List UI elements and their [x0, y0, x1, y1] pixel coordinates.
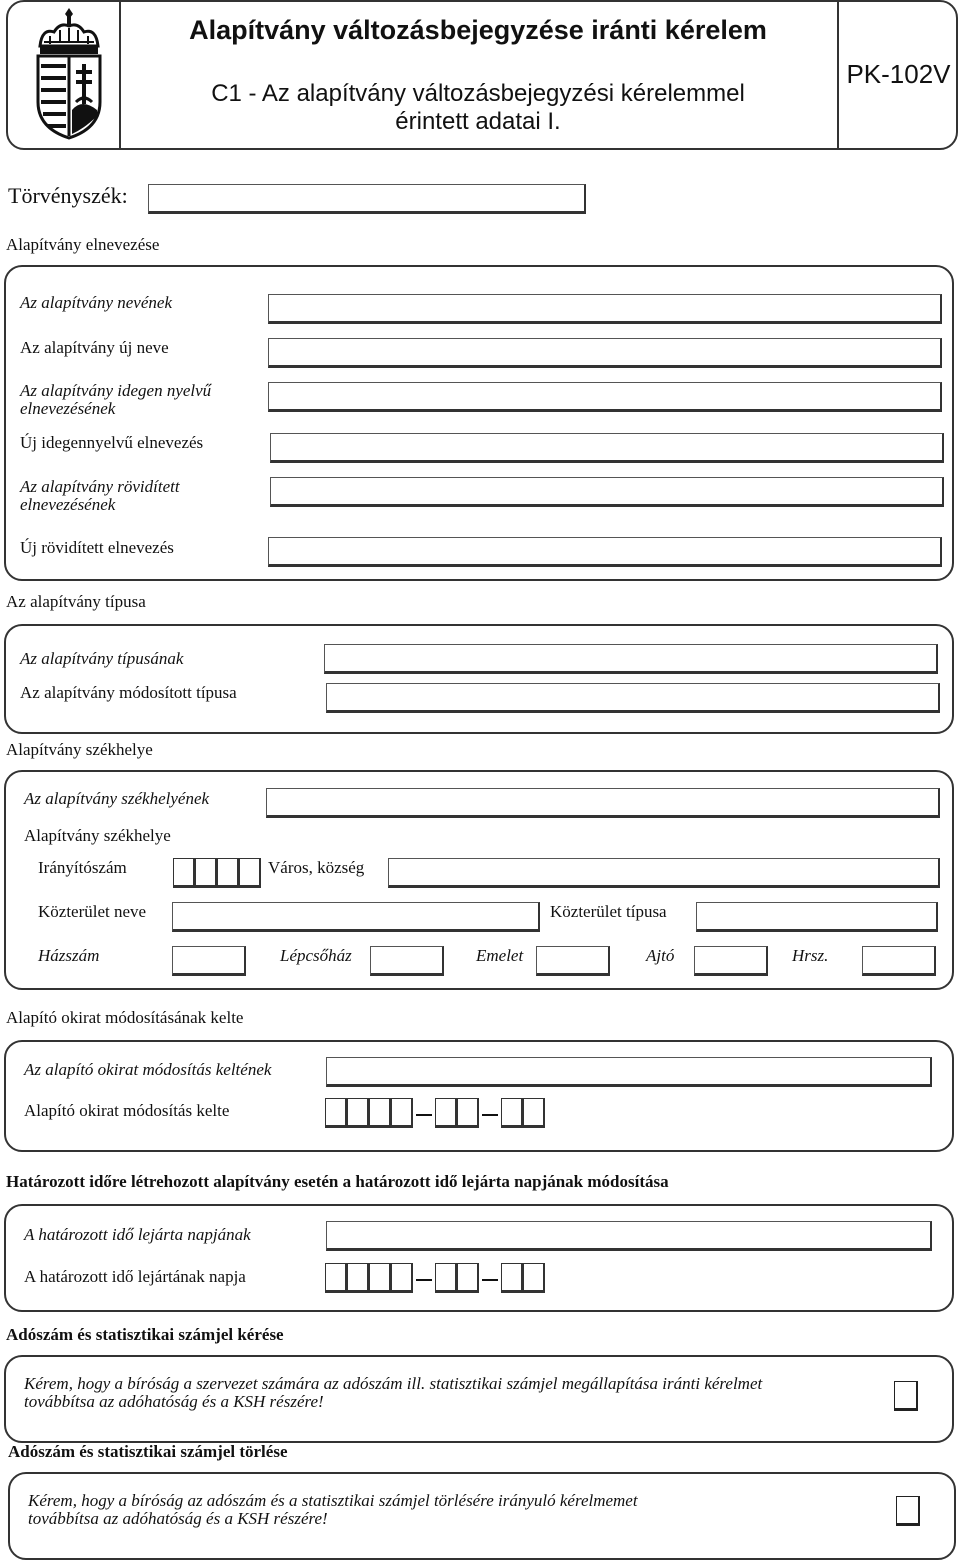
- zip-label: Irányítószám: [38, 858, 127, 877]
- city-label: Város, község: [268, 858, 365, 877]
- tax-delete-text-line2: továbbítsa az adóhatóság és a KSH részére!: [28, 1509, 328, 1528]
- section-title-tax-delete: Adószám és statisztikai számjel törlése: [8, 1442, 288, 1461]
- deed-year-digit-3[interactable]: [369, 1098, 391, 1128]
- expiry-year-digit-2[interactable]: [347, 1263, 369, 1293]
- deed-year-digit-4[interactable]: [391, 1098, 413, 1128]
- old-short-name-label: Az alapítvány rövidített elnevezésének: [20, 477, 180, 514]
- deed-month-digit-1[interactable]: [435, 1098, 457, 1128]
- door-label: Ajtó: [646, 946, 675, 965]
- old-foreign-name-input[interactable]: [268, 382, 942, 412]
- street-type-input[interactable]: [696, 902, 938, 932]
- new-name-label: Az alapítvány új neve: [20, 338, 169, 357]
- expiry-year-digit-1[interactable]: [325, 1263, 347, 1293]
- coat-of-arms-logo: [30, 6, 108, 140]
- court-input[interactable]: [148, 184, 586, 214]
- new-foreign-name-input[interactable]: [270, 433, 944, 463]
- staircase-input[interactable]: [370, 946, 444, 976]
- old-expiry-label: A határozott idő lejárta napjának: [24, 1225, 251, 1244]
- tax-request-checkbox[interactable]: [894, 1381, 918, 1411]
- zip-digit-2[interactable]: [195, 858, 217, 888]
- street-label: Közterület neve: [38, 902, 147, 921]
- house-number-input[interactable]: [172, 946, 246, 976]
- old-expiry-input[interactable]: [326, 1221, 932, 1251]
- old-foreign-name-label: Az alapítvány idegen nyelvű elnevezésének: [20, 381, 212, 418]
- floor-input[interactable]: [536, 946, 610, 976]
- seat-subtitle: Alapítvány székhelye: [24, 826, 171, 845]
- court-label: Törvényszék:: [8, 183, 128, 208]
- date-separator: [416, 1279, 432, 1281]
- old-name-input[interactable]: [268, 294, 942, 324]
- form-subtitle-line1: C1 - Az alapítvány változásbejegyzési kérelemmel: [211, 80, 745, 107]
- form-subtitle-line2: érintett adatai I.: [395, 108, 561, 135]
- section-frame-type: [4, 624, 954, 734]
- date-separator: [482, 1114, 498, 1116]
- form-title: Alapítvány változásbejegyzése iránti kérelem: [189, 15, 767, 45]
- deed-date-label: Alapító okirat módosítás kelte: [24, 1101, 230, 1120]
- expiry-year-digit-4[interactable]: [391, 1263, 413, 1293]
- tax-delete-checkbox[interactable]: [896, 1496, 920, 1526]
- deed-day-digit-2[interactable]: [523, 1098, 545, 1128]
- new-type-input[interactable]: [326, 683, 940, 713]
- form-code: PK-102V: [846, 59, 951, 89]
- section-title-seat: Alapítvány székhelye: [6, 740, 153, 759]
- section-title-deed: Alapító okirat módosításának kelte: [6, 1008, 244, 1027]
- new-foreign-name-label: Új idegennyelvű elnevezés: [20, 433, 204, 452]
- expiry-day-digit-1[interactable]: [501, 1263, 523, 1293]
- deed-year-digit-2[interactable]: [347, 1098, 369, 1128]
- old-name-label: Az alapítvány nevének: [20, 293, 172, 312]
- lot-number-input[interactable]: [862, 946, 936, 976]
- new-type-label: Az alapítvány módosított típusa: [20, 683, 237, 702]
- section-title-tax-request: Adószám és statisztikai számjel kérése: [6, 1325, 284, 1344]
- tax-request-text-line1: Kérem, hogy a bíróság a szervezet számára az adószám ill. statisztikai számjel megállapítása iránti kérelmet: [24, 1374, 763, 1393]
- zip-digit-3[interactable]: [217, 858, 239, 888]
- new-short-name-input[interactable]: [268, 537, 942, 567]
- city-input[interactable]: [388, 858, 940, 888]
- old-deed-date-input[interactable]: [326, 1057, 932, 1087]
- door-input[interactable]: [694, 946, 768, 976]
- house-number-label: Házszám: [38, 946, 100, 965]
- deed-year-digit-1[interactable]: [325, 1098, 347, 1128]
- street-type-label: Közterület típusa: [550, 902, 667, 921]
- section-title-expiry: Határozott időre létrehozott alapítvány esetén a határozott idő lejárta napjának módosítása: [6, 1172, 669, 1191]
- old-seat-input[interactable]: [266, 788, 940, 818]
- staircase-label: Lépcsőház: [280, 946, 352, 965]
- expiry-year-digit-3[interactable]: [369, 1263, 391, 1293]
- expiry-month-digit-1[interactable]: [435, 1263, 457, 1293]
- hungarian-coat-of-arms-icon: [30, 6, 108, 140]
- floor-label: Emelet: [476, 946, 524, 965]
- old-seat-label: Az alapítvány székhelyének: [24, 789, 210, 808]
- tax-delete-text-line1: Kérem, hogy a bíróság az adószám és a statisztikai számjel törlésére irányuló kérelmemet: [28, 1491, 638, 1510]
- lot-number-label: Hrsz.: [792, 946, 829, 965]
- old-type-input[interactable]: [324, 644, 938, 674]
- old-short-name-input[interactable]: [270, 477, 944, 507]
- date-separator: [416, 1114, 432, 1116]
- old-deed-date-label: Az alapító okirat módosítás keltének: [24, 1060, 272, 1079]
- zip-digit-1[interactable]: [173, 858, 195, 888]
- section-title-type: Az alapítvány típusa: [6, 592, 146, 611]
- old-type-label: Az alapítvány típusának: [20, 649, 184, 668]
- new-short-name-label: Új rövidített elnevezés: [20, 538, 174, 557]
- deed-month-digit-2[interactable]: [457, 1098, 479, 1128]
- date-separator: [482, 1279, 498, 1281]
- expiry-month-digit-2[interactable]: [457, 1263, 479, 1293]
- street-input[interactable]: [172, 902, 540, 932]
- expiry-day-digit-2[interactable]: [523, 1263, 545, 1293]
- zip-digit-4[interactable]: [239, 858, 261, 888]
- new-expiry-label: A határozott idő lejártának napja: [24, 1267, 246, 1286]
- section-title-name: Alapítvány elnevezése: [6, 235, 160, 254]
- deed-day-digit-1[interactable]: [501, 1098, 523, 1128]
- tax-request-text-line2: továbbítsa az adóhatóság és a KSH részére!: [24, 1392, 324, 1411]
- new-name-input[interactable]: [268, 338, 942, 368]
